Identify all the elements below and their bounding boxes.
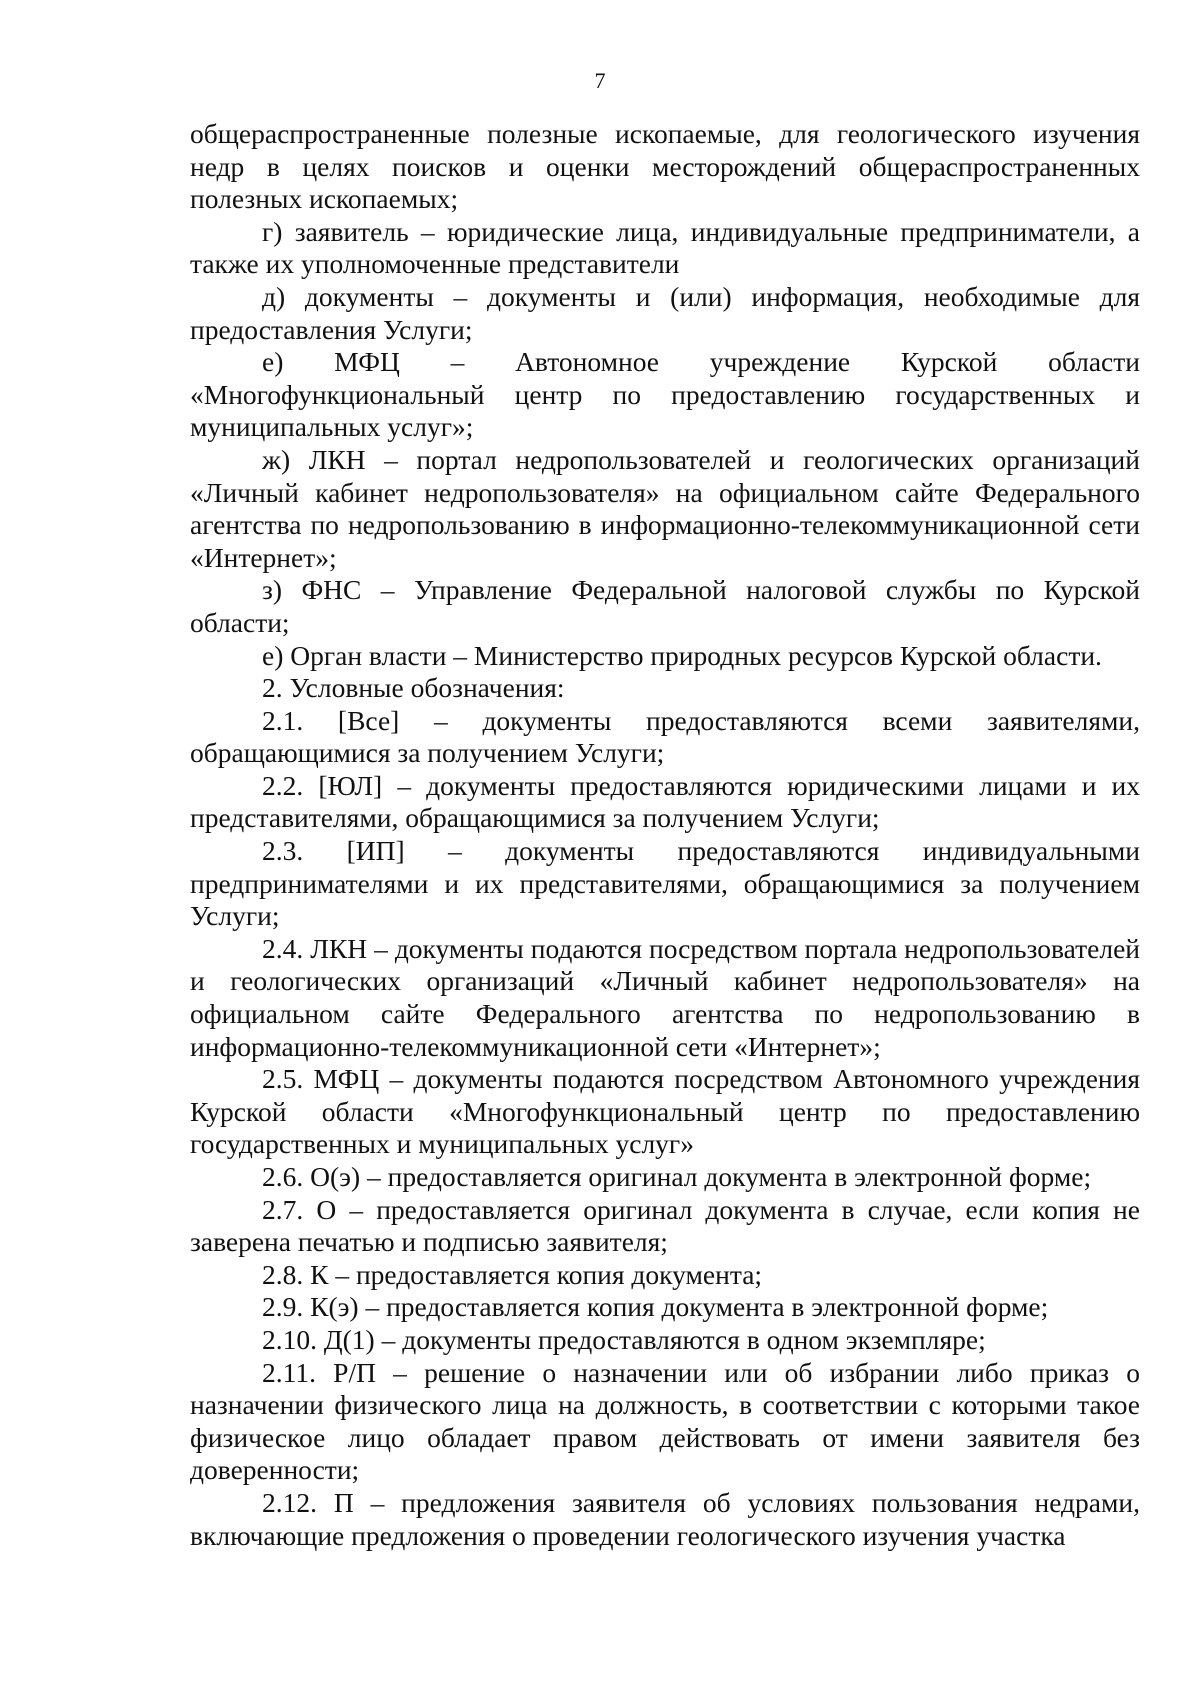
notation-2-4: 2.4. ЛКН – документы подаются посредством портала недропользователей и геологических организаций «Личный кабинет недропользователя» на официальном сайте Федерального агентства по недропользованию в информационно-телекоммуникационной сети «Интернет»; bbox=[190, 932, 1140, 1062]
notation-2-8: 2.8. К – предоставляется копия документа; bbox=[262, 1258, 763, 1290]
document-body bbox=[190, 118, 1140, 1552]
notation-2-9: 2.9. К(э) – предоставляется копия документа в электронной форме; bbox=[262, 1291, 1049, 1323]
definition-fns: з) ФНС – Управление Федеральной налоговой службы по Курской области; bbox=[190, 574, 1140, 638]
definition-lkn: ж) ЛКН – портал недропользователей и геологических организаций «Личный кабинет недропользователя» на официальном сайте Федерального агентства по недропользованию в информационно-телекоммуникационной сети «Интернет»; bbox=[190, 443, 1140, 573]
notation-2-2: 2.2. [ЮЛ] – документы предоставляются юридическими лицами и их представителями, обращающимися за получением Услуги; bbox=[190, 769, 1140, 834]
notation-2-5: 2.5. МФЦ – документы подаются посредством Автономного учреждения Курской области «Многофункциональный центр по предоставлению государственных и муниципальных услуг» bbox=[190, 1063, 1140, 1160]
definition-mfc: е) МФЦ – Автономное учреждение Курской области «Многофункциональный центр по предоставлению государственных и муниципальных услуг»; bbox=[190, 346, 1140, 443]
definition-authority: е) Орган власти – Министерство природных ресурсов Курской области. bbox=[262, 639, 1102, 671]
paragraph-continuation: общераспространенные полезные ископаемые, для геологического изучения недр в целях поисков и оценки месторождений общераспространенных полезных ископаемых; bbox=[190, 118, 1140, 215]
notation-2-3: 2.3. [ИП] – документы предоставляются индивидуальными предпринимателями и их представителями, обращающимися за получением Услуги; bbox=[190, 835, 1140, 932]
section-heading-notations: 2. Условные обозначения: bbox=[262, 672, 565, 704]
notation-2-7: 2.7. О – предоставляется оригинал документа в случае, если копия не заверена печатью и подписью заявителя; bbox=[190, 1193, 1140, 1258]
notation-2-6: 2.6. О(э) – предоставляется оригинал документа в электронной форме; bbox=[262, 1161, 1092, 1192]
notation-2-12: 2.12. П – предложения заявителя об условиях пользования недрами, включающие предложения о проведении геологического изучения участка bbox=[190, 1486, 1140, 1551]
notation-2-11: 2.11. Р/П – решение о назначении или об избрании либо приказ о назначении физического лица на должность, в соответствии с которыми такое физическое лицо обладает правом действовать от имени заявителя без доверенности; bbox=[190, 1356, 1140, 1486]
notation-2-10: 2.10. Д(1) – документы предоставляются в одном экземпляре; bbox=[262, 1323, 986, 1355]
definition-documents: д) документы – документы и (или) информация, необходимые для предоставления Услуги; bbox=[190, 280, 1140, 345]
page-number: 7 bbox=[594, 68, 606, 93]
notation-2-1: 2.1. [Все] – документы предоставляются всеми заявителями, обращающимися за получением Услуги; bbox=[190, 704, 1140, 769]
definition-applicant: г) заявитель – юридические лица, индивидуальные предприниматели, а также их уполномоченные представители bbox=[190, 215, 1140, 280]
